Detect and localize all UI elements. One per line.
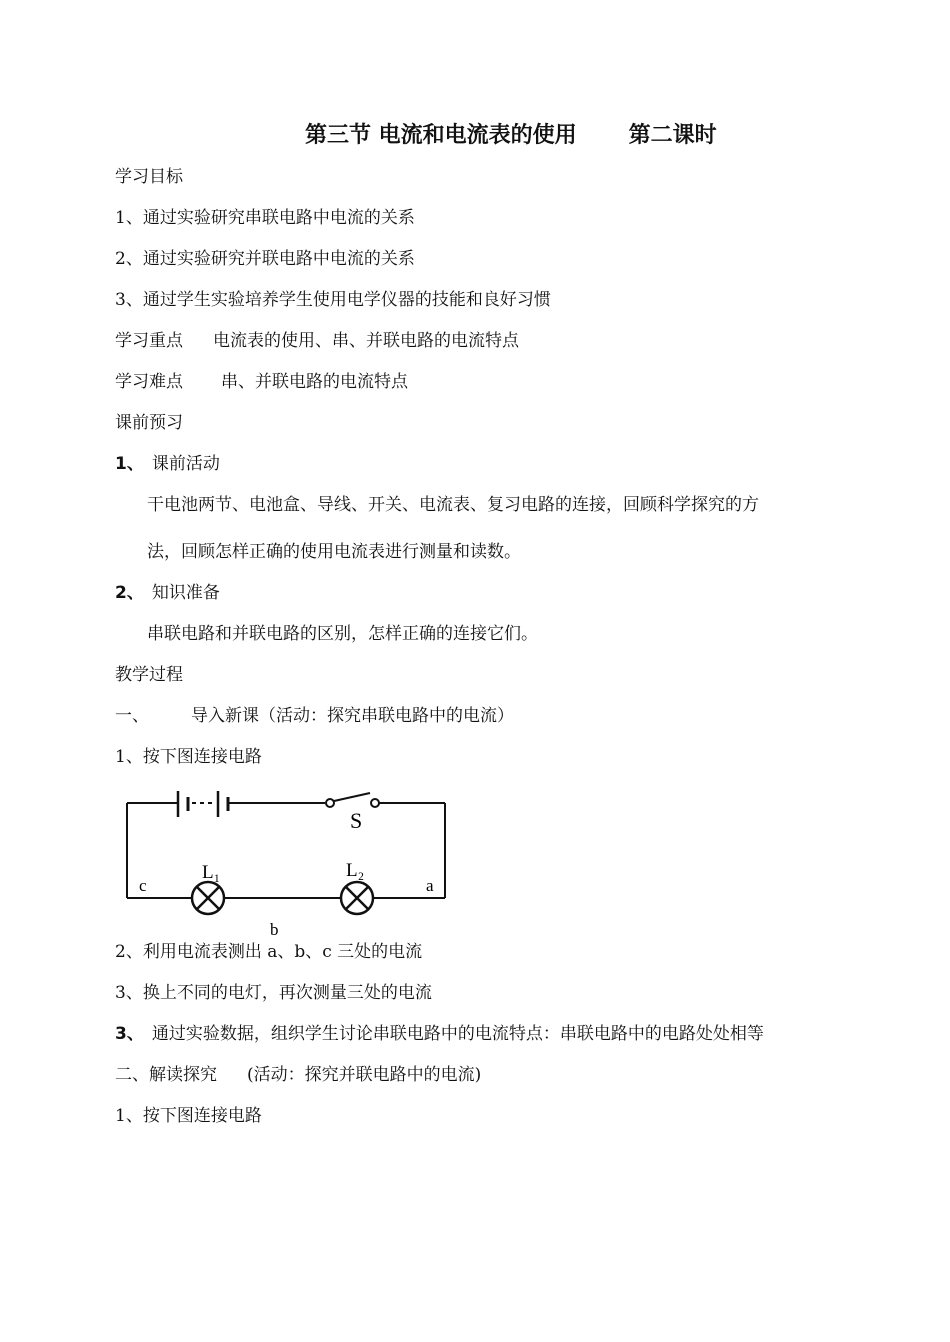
preview-item-1 — [115, 453, 220, 475]
section2-title: 二、解读探究 — [115, 1065, 217, 1085]
title-main: 第三节 电流和电流表的使用 — [305, 123, 577, 148]
point-c-label: c — [139, 876, 147, 895]
preview-item-1-line2: 法，回顾怎样正确的使用电流表进行测量和读数。 — [147, 542, 521, 562]
switch-terminal-right — [371, 799, 379, 807]
step-3: 3、换上不同的电灯，再次测量三处的电流 — [115, 983, 432, 1003]
switch-terminal-left — [326, 799, 334, 807]
section1-title: 导入新课（活动：探究串联电路中的电流） — [191, 706, 514, 726]
section1-num: 一、 — [115, 706, 149, 726]
preview-item-2 — [115, 582, 220, 604]
section2-sub: (活动：探究并联电路中的电流) — [247, 1065, 482, 1085]
switch-label: S — [350, 808, 363, 833]
section2-step1: 1、按下图连接电路 — [115, 1106, 262, 1126]
preview-item-1-num: 1、 — [115, 454, 144, 474]
step-2: 2、利用电流表测出 a、b、c 三处的电流 — [115, 942, 423, 962]
objective-item-1: 1、通过实验研究串联电路中电流的关系 — [115, 208, 415, 228]
process-heading: 教学过程 — [115, 665, 183, 685]
objective-item-2: 2、通过实验研究并联电路中电流的关系 — [115, 249, 415, 269]
step-4 — [115, 1023, 764, 1045]
page-title — [305, 118, 717, 149]
preview-item-2-line1: 串联电路和并联电路的区别，怎样正确的连接它们。 — [147, 624, 538, 644]
step-4-num: 3、 — [115, 1024, 144, 1044]
focus-label: 学习重点 — [115, 331, 183, 351]
switch-blade — [334, 793, 370, 801]
section1-step1: 1、按下图连接电路 — [115, 747, 262, 767]
series-circuit-diagram — [120, 783, 460, 943]
title-sub: 第二课时 — [628, 123, 717, 148]
difficulty-text: 串、并联电路的电流特点 — [221, 372, 408, 392]
difficulty-label: 学习难点 — [115, 372, 183, 392]
preview-item-2-num: 2、 — [115, 583, 144, 603]
section2-heading — [115, 1064, 481, 1086]
section1-heading — [115, 705, 514, 727]
focus-text: 电流表的使用、串、并联电路的电流特点 — [213, 331, 519, 351]
preview-item-1-title: 课前活动 — [151, 454, 220, 474]
step-4-text: 通过实验数据，组织学生讨论串联电路中的电流特点：串联电路中的电路处处相等 — [151, 1024, 764, 1044]
preview-heading: 课前预习 — [115, 413, 183, 433]
focus-line — [115, 330, 519, 352]
point-b-label: b — [270, 920, 279, 939]
lamp-1-label: L₁ — [202, 862, 221, 883]
preview-item-2-title: 知识准备 — [151, 583, 220, 603]
objectives-heading: 学习目标 — [115, 167, 183, 187]
difficulty-line — [115, 371, 408, 393]
preview-item-1-line1: 干电池两节、电池盒、导线、开关、电流表、复习电路的连接，回顾科学探究的方 — [147, 495, 759, 515]
point-a-label: a — [426, 876, 434, 895]
lamp-2-label: L₂ — [346, 860, 365, 881]
objective-item-3: 3、通过学生实验培养学生使用电学仪器的技能和良好习惯 — [115, 290, 551, 310]
